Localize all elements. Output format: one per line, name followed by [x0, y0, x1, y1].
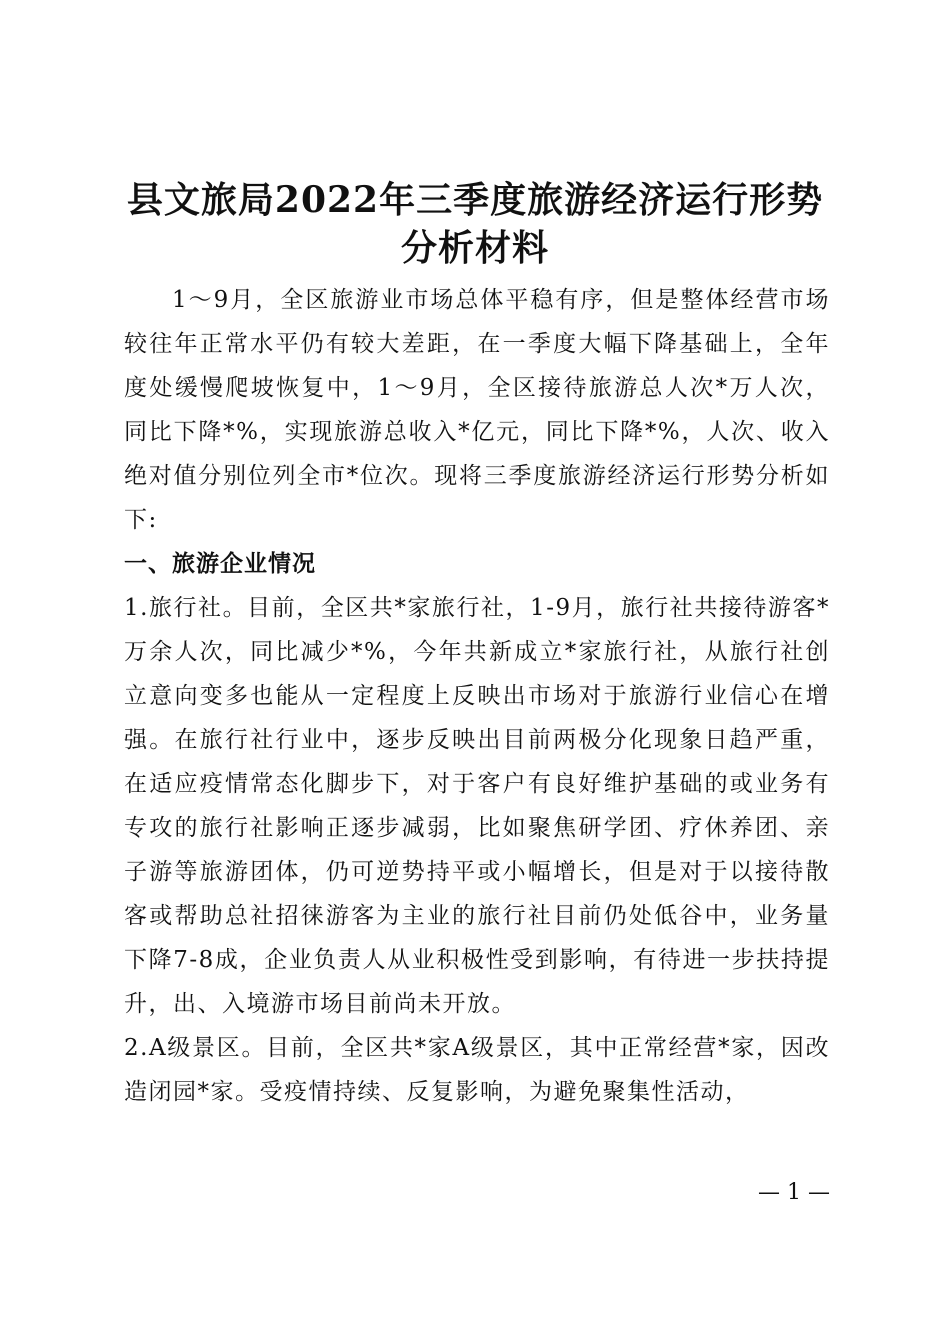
intro-paragraph: 1～9月，全区旅游业市场总体平稳有序，但是整体经营市场较往年正常水平仍有较大差距，在一季度大幅下降基础上，全年度处缓慢爬坡恢复中，1～9月，全区接待旅游总人次*万人次，同比下降*%，实现旅游总收入*亿元，同比下降*%，人次、收入绝对值分别位列全市*位次。现将三季度旅游经济运行形势分析如下: [124, 287, 830, 533]
section-heading-1: 一、旅游企业情况 [124, 551, 316, 577]
document-body [124, 278, 830, 1114]
item-paragraph-a-level-scenic-areas: 2.A级景区。目前，全区共*家A级景区，其中正常经营*家，因改造闭园*家。受疫情持续、反复影响，为避免聚集性活动， [124, 1035, 830, 1105]
page-number: — 1 — [758, 1180, 830, 1205]
document-title: 县文旅局2022年三季度旅游经济运行形势分析材料 [126, 179, 824, 269]
item-paragraph-travel-agencies: 1.旅行社。目前，全区共*家旅行社，1-9月，旅行社共接待游客*万余人次，同比减少*%，今年共新成立*家旅行社，从旅行社创立意向变多也能从一定程度上反映出市场对于旅游行业信心在增强。在旅行社行业中，逐步反映出目前两极分化现象日趋严重，在适应疫情常态化脚步下，对于客户有良好维护基础的或业务有专攻的旅行社影响正逐步减弱，比如聚焦研学团、疗休养团、亲子游等旅游团体，仍可逆势持平或小幅增长，但是对于以接待散客或帮助总社招徕游客为主业的旅行社目前仍处低谷中，业务量下降7-8成，企业负责人从业积极性受到影响，有待进一步扶持提升，出、入境游市场目前尚未开放。 [124, 595, 830, 1017]
